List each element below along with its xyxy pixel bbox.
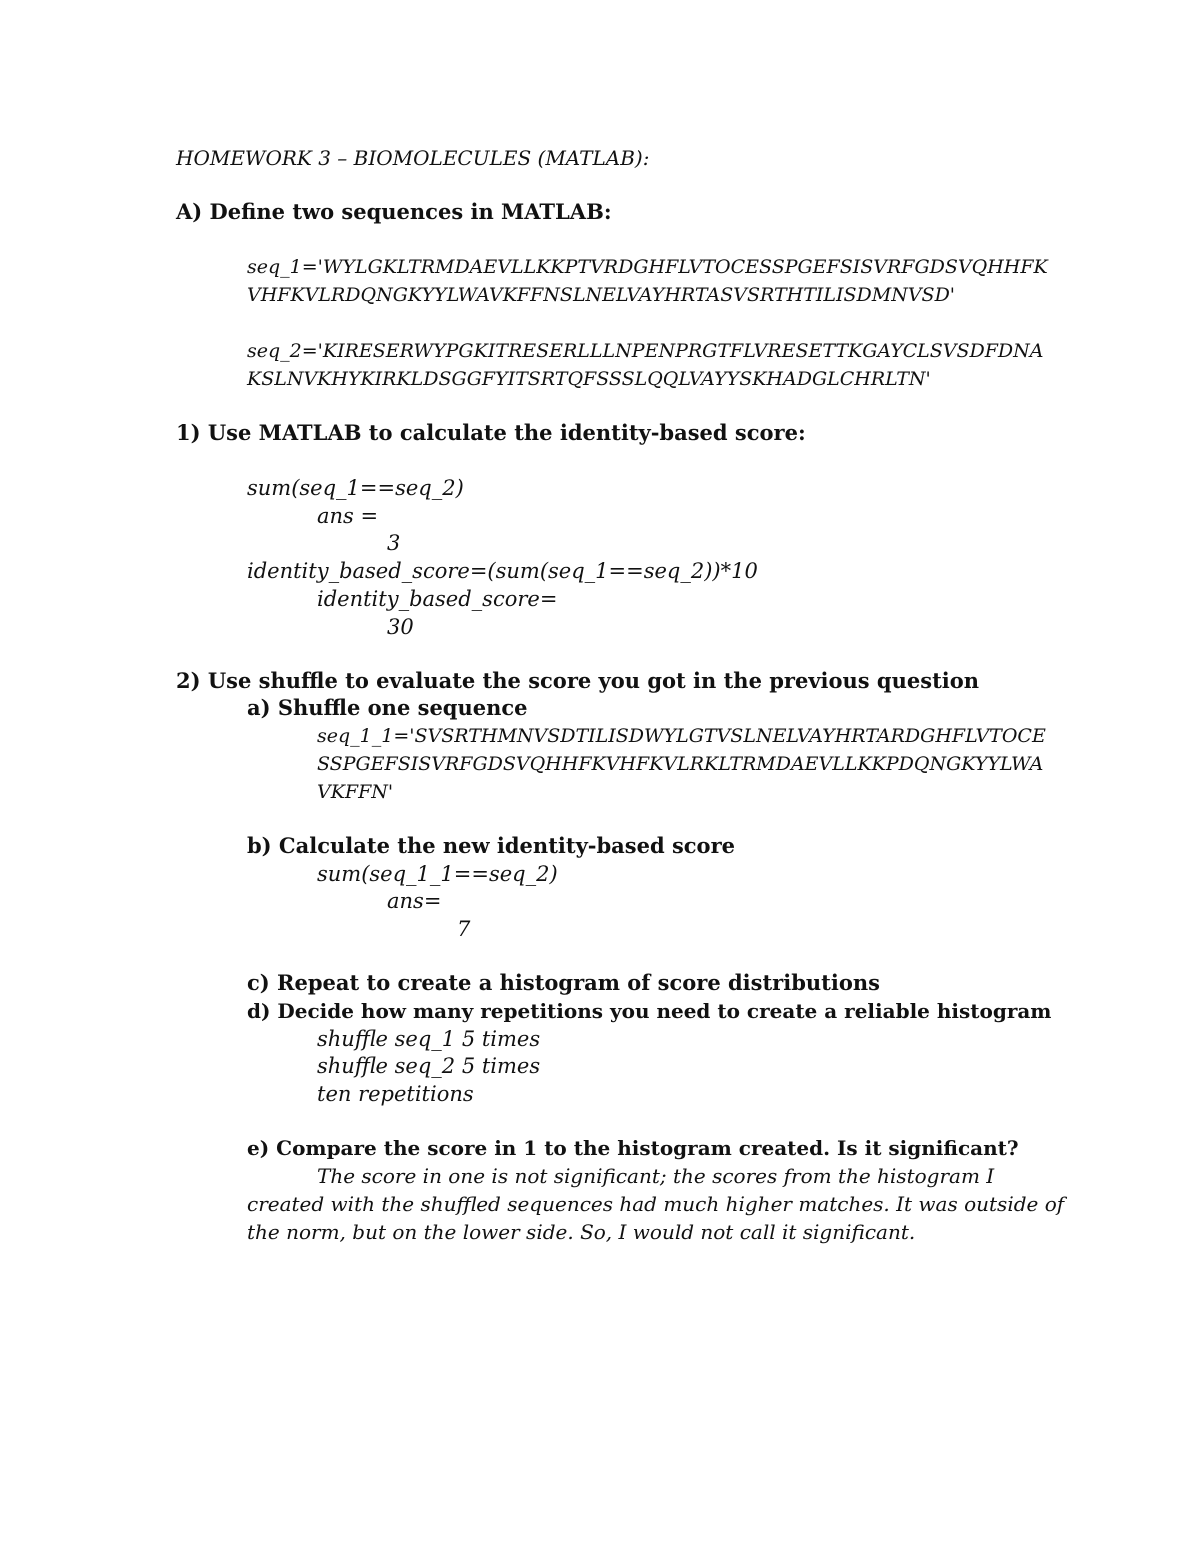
seq2-line-2: KSLNVKHYKIRKLDSGGFYITSRTQFSSSLQQLVAYYSKHADGLCHRLTN' bbox=[247, 368, 931, 390]
q2a-seq-line-2: SSPGEFSISVRFGDSVQHHFKVHFKVLRKLTRMDAEVLLKKPDQNGKYYLWA bbox=[317, 753, 1044, 775]
document-title: HOMEWORK 3 – BIOMOLECULES (MATLAB): bbox=[176, 146, 650, 170]
q2b-ans-label: ans= bbox=[387, 889, 442, 913]
q1-code-sum: sum(seq_1==seq_2) bbox=[247, 476, 464, 500]
q2d-line-2: shuffle seq_2 5 times bbox=[317, 1054, 541, 1078]
q2d-line-3: ten repetitions bbox=[317, 1082, 474, 1106]
q1-ans-value: 3 bbox=[387, 531, 401, 555]
seq2-line-1: seq_2='KIRESERWYPGKITRESERLLLNPENPRGTFLVRESETTKGAYCLSVSDFDNA bbox=[247, 340, 1044, 362]
q2d-heading: d) Decide how many repetitions you need to create a reliable histogram bbox=[247, 999, 1052, 1023]
q2c-heading: c) Repeat to create a histogram of score distributions bbox=[247, 970, 880, 995]
q2b-code: sum(seq_1_1==seq_2) bbox=[317, 862, 558, 886]
q2a-seq-line-3: VKFFN' bbox=[317, 781, 394, 803]
q1-code-score: identity_based_score=(sum(seq_1==seq_2))*10 bbox=[247, 559, 758, 583]
q1-ans-label: ans = bbox=[317, 504, 379, 528]
q1-result-value: 30 bbox=[387, 615, 414, 639]
q2e-answer-line-2: created with the shuffled sequences had much higher matches. It was outside of bbox=[247, 1192, 1065, 1216]
seq1-line-1: seq_1='WYLGKLTRMDAEVLLKKPTVRDGHFLVTOCESSPGEFSISVRFGDSVQHHFK bbox=[247, 256, 1048, 278]
section-a-heading: A) Define two sequences in MATLAB: bbox=[176, 199, 612, 224]
seq1-line-2: VHFKVLRDQNGKYYLWAVKFFNSLNELVAYHRTASVSRTHTILISDMNVSD' bbox=[247, 284, 956, 306]
q2d-line-1: shuffle seq_1 5 times bbox=[317, 1027, 541, 1051]
question-1-heading: 1) Use MATLAB to calculate the identity-based score: bbox=[176, 420, 806, 445]
q2b-ans-value: 7 bbox=[457, 917, 471, 941]
question-2-heading: 2) Use shuffle to evaluate the score you got in the previous question bbox=[176, 668, 980, 693]
q2e-answer-line-3: the norm, but on the lower side. So, I would not call it significant. bbox=[247, 1220, 916, 1244]
q1-result-label: identity_based_score= bbox=[317, 587, 558, 611]
q2b-heading: b) Calculate the new identity-based score bbox=[247, 833, 735, 858]
q2e-heading: e) Compare the score in 1 to the histogram created. Is it significant? bbox=[247, 1136, 1019, 1160]
q2a-seq-line-1: seq_1_1='SVSRTHMNVSDTILISDWYLGTVSLNELVAYHRTARDGHFLVTOCE bbox=[317, 725, 1046, 747]
q2e-answer-line-1: The score in one is not significant; the scores from the histogram I bbox=[317, 1164, 995, 1188]
q2a-heading: a) Shuffle one sequence bbox=[247, 695, 528, 720]
